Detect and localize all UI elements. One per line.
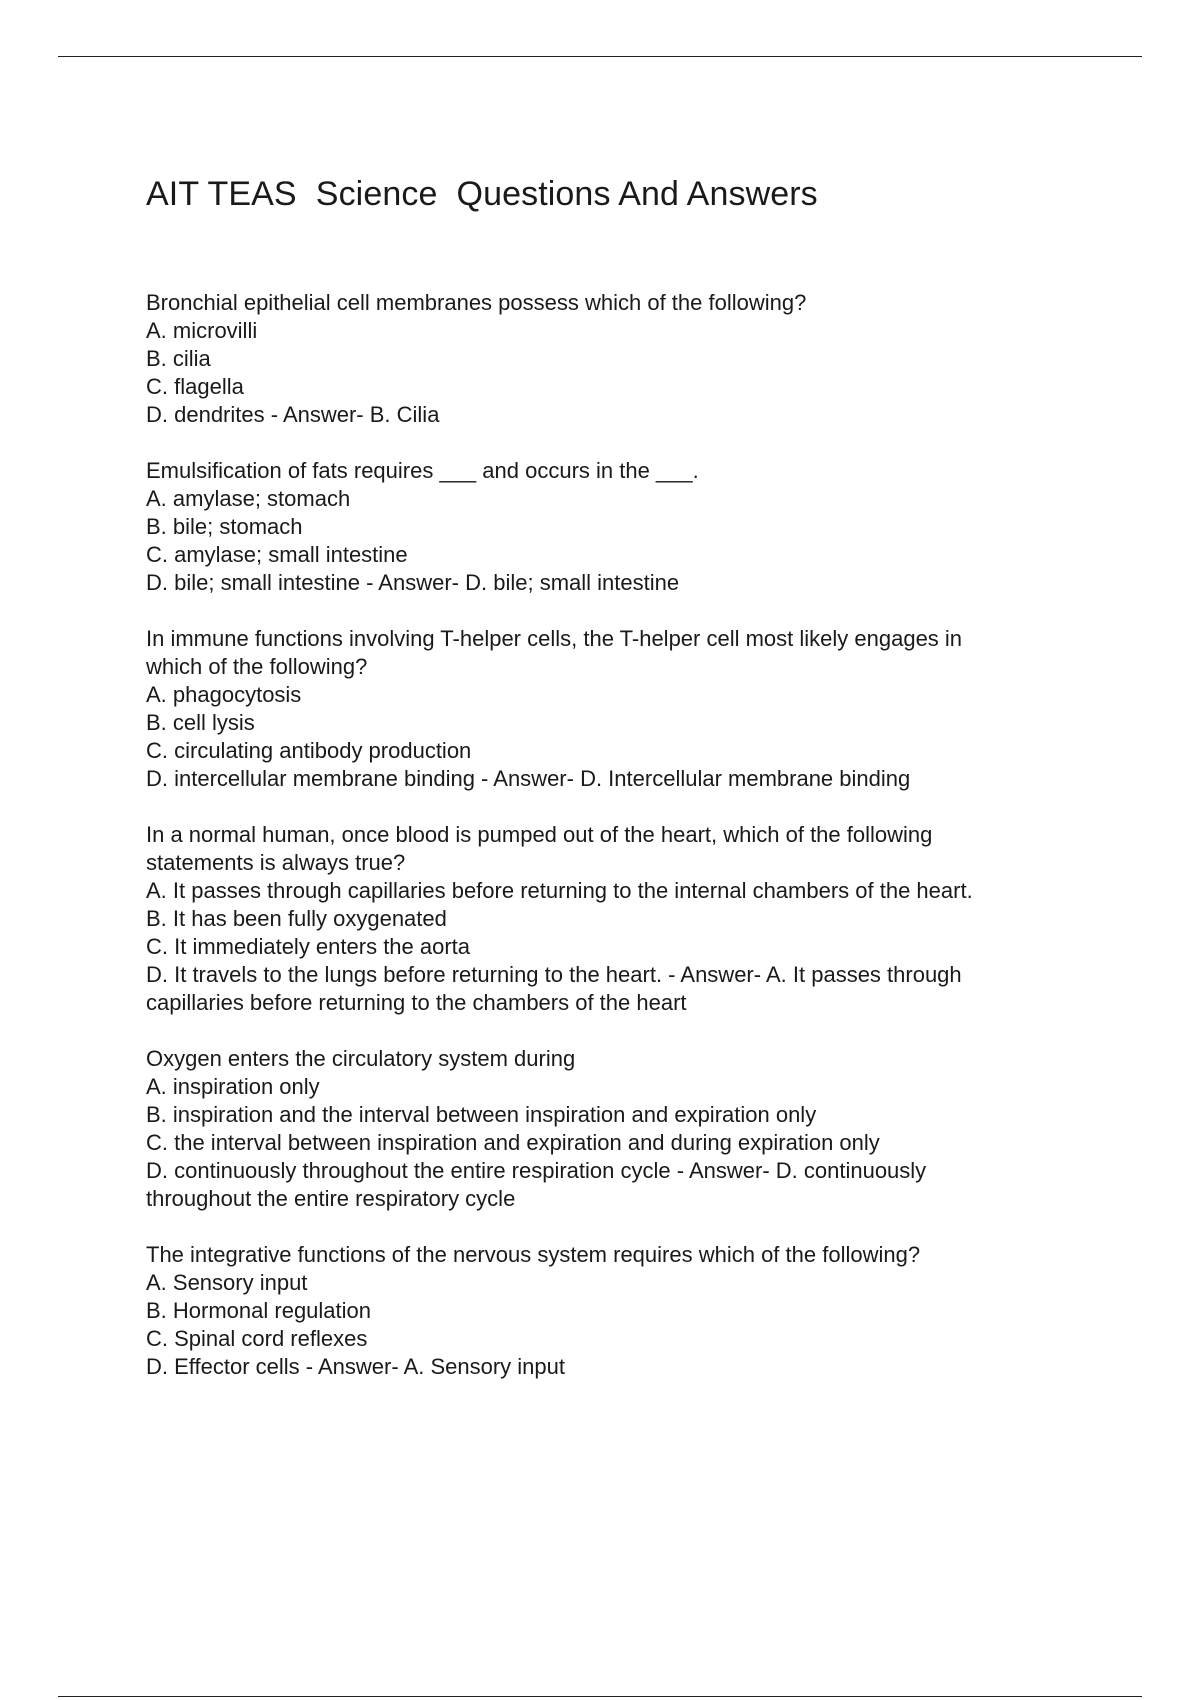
footer-rule xyxy=(58,1696,1142,1697)
answer-option-d-with-answer: D. Effector cells - Answer- A. Sensory input xyxy=(146,1354,565,1379)
question-list xyxy=(146,289,1086,1381)
question-stem-continued: statements is always true? xyxy=(146,850,406,875)
answer-option-b: B. cilia xyxy=(146,346,211,371)
answer-option-d-with-answer: D. dendrites - Answer- B. Cilia xyxy=(146,402,440,427)
answer-option-a: A. amylase; stomach xyxy=(146,486,351,511)
question-stem: Emulsification of fats requires ___ and occurs in the ___. xyxy=(146,458,699,483)
question-item xyxy=(146,457,1086,597)
answer-option-b: B. It has been fully oxygenated xyxy=(146,906,447,931)
answer-option-d-with-answer: D. It travels to the lungs before returning to the heart. - Answer- A. It passes through xyxy=(146,962,962,987)
answer-option-b: B. cell lysis xyxy=(146,710,255,735)
question-item xyxy=(146,289,1086,429)
question-item xyxy=(146,821,1086,1017)
answer-continued: throughout the entire respiratory cycle xyxy=(146,1186,516,1211)
answer-option-d-with-answer: D. continuously throughout the entire respiration cycle - Answer- D. continuously xyxy=(146,1158,927,1183)
answer-option-b: B. Hormonal regulation xyxy=(146,1298,372,1323)
question-item xyxy=(146,1241,1086,1381)
answer-option-c: C. circulating antibody production xyxy=(146,738,472,763)
document-body xyxy=(146,172,1086,1409)
answer-option-c: C. Spinal cord reflexes xyxy=(146,1326,368,1351)
answer-option-b: B. bile; stomach xyxy=(146,514,303,539)
answer-option-c: C. It immediately enters the aorta xyxy=(146,934,471,959)
answer-option-b: B. inspiration and the interval between inspiration and expiration only xyxy=(146,1102,817,1127)
question-stem: In immune functions involving T-helper cells, the T-helper cell most likely engages in xyxy=(146,626,963,651)
answer-option-d-with-answer: D. bile; small intestine - Answer- D. bile; small intestine xyxy=(146,570,680,595)
question-stem: The integrative functions of the nervous system requires which of the following? xyxy=(146,1242,921,1267)
answer-option-a: A. It passes through capillaries before returning to the internal chambers of the heart. xyxy=(146,878,973,903)
header-rule xyxy=(58,56,1142,57)
question-stem: In a normal human, once blood is pumped out of the heart, which of the following xyxy=(146,822,933,847)
question-stem: Bronchial epithelial cell membranes possess which of the following? xyxy=(146,290,807,315)
answer-option-c: C. flagella xyxy=(146,374,244,399)
question-stem-continued: which of the following? xyxy=(146,654,368,679)
answer-option-a: A. Sensory input xyxy=(146,1270,308,1295)
question-stem: Oxygen enters the circulatory system during xyxy=(146,1046,576,1071)
answer-option-a: A. inspiration only xyxy=(146,1074,320,1099)
answer-option-a: A. microvilli xyxy=(146,318,258,343)
answer-option-c: C. amylase; small intestine xyxy=(146,542,408,567)
answer-continued: capillaries before returning to the chambers of the heart xyxy=(146,990,687,1015)
answer-option-c: C. the interval between inspiration and expiration and during expiration only xyxy=(146,1130,880,1155)
question-item xyxy=(146,625,1086,793)
document-title: AIT TEAS Science Questions And Answers xyxy=(146,175,818,213)
answer-option-a: A. phagocytosis xyxy=(146,682,302,707)
answer-option-d-with-answer: D. intercellular membrane binding - Answer- D. Intercellular membrane binding xyxy=(146,766,911,791)
question-item xyxy=(146,1045,1086,1213)
